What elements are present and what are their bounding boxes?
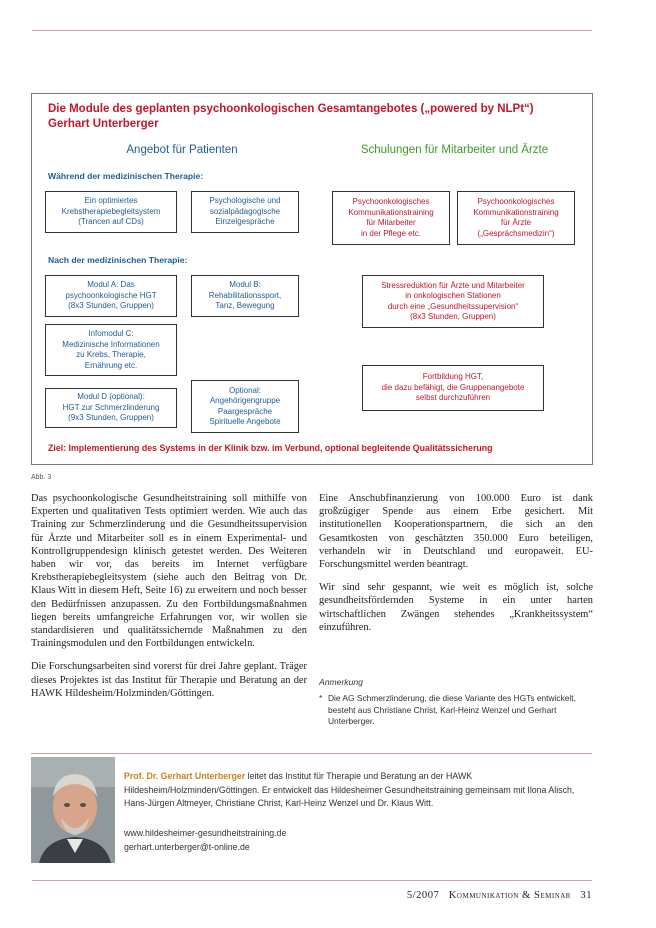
footnote-marker: * (319, 693, 323, 703)
module-box-optimized-system: Ein optimiertes Krebstherapiebegleitsystem (Trancen auf CDs) (45, 191, 177, 233)
footnote-text: Die AG Schmerzlinderung, die diese Variante des HGTs entwickelt, besteht aus Christiane Christ, Karl-Heinz Wenzel und Gerhart Unterberger. (328, 693, 576, 727)
website-link[interactable]: www.hildesheimer-gesundheitstraining.de (124, 828, 287, 838)
email-link[interactable]: gerhart.unterberger@t-online.de (124, 841, 250, 852)
author-contact (124, 827, 592, 854)
paragraph: Wir sind sehr gespannt, wie weit es möglich ist, solche gesundheitsfördernden Systeme in ein unter harten wirtschaftlichen Zwängen stehendes „Krankheitssystem“ einzuführen. (319, 582, 593, 633)
training-box-supervision: Stressreduktion für Ärzte und Mitarbeiter in onkologischen Stationen durch eine „Gesundheitssupervision“ (8x3 Stunden, Gruppen) (362, 275, 544, 328)
diagram-title-line1: Die Module des geplanten psychoonkologischen Gesamtangebotes („powered by NLPt“) (48, 103, 534, 115)
paragraph: Das psychoonkologische Gesundheitstraining soll mithilfe von Experten und qualitativen Tests optimiert werden. Wie auch das Training zur Schmerzlinderung und die Gesundheitssupervision für Ärzte und Mitarbeiter soll es in einem Experimental- und Kontrollgruppendesign klinisch getestet werden. Des Weiteren haben wir vor, das bereits im Internet verfügbare Krebstherapiebegleitsystem (siehe auch den Beitrag von Dr. Klaus Witt in diesem Heft, Seite 16) zu erweitern und noch besser den Bedürfnissen anzupassen. Zu den Fortbildungsmaßnahmen liegen bereits umfangreiche Erfahrungen vor, wir wollen sie standardisieren und qualitätssichernde Maßnahmen zu den Trainingsmodulen und den Fortbildungen entwickeln. (31, 493, 307, 650)
module-box-d: Modul D (optional): HGT zur Schmerzlinderung (9x3 Stunden, Gruppen) (45, 388, 177, 428)
author-bio-text: leitet das Institut für Therapie und Beratung an der HAWK Hildesheim/Holzminden/Göttingen. Er entwickelt das Hildesheimer Gesundheitstraining gemeinsam mit Ilona Alisch, Hans-Jürgen Altmeyer, Christiane Christ, Karl-Heinz Wenzel und Dr. Klaus Witt. (124, 771, 575, 809)
module-diagram (31, 93, 593, 465)
journal-name: Kommunikation & Seminar (448, 890, 571, 901)
page-number: 31 (580, 890, 592, 901)
body-column-right (319, 492, 593, 644)
during-therapy-label: Während der medizinischen Therapie: (48, 171, 204, 181)
figure-caption: Abb. 3 (31, 474, 52, 481)
diagram-title-line2: Gerhart Unterberger (48, 118, 159, 130)
training-box-nursing: Psychoonkologisches Kommunikationstraining für Mitarbeiter in der Pflege etc. (332, 191, 450, 245)
module-box-optional: Optional: Angehörigengruppe Paargespräche Spirituelle Angebote (191, 380, 299, 433)
module-box-c: Infomodul C: Medizinische Informationen zu Krebs, Therapie, Ernährung etc. (45, 324, 177, 376)
diagram-goal: Ziel: Implementierung des Systems in der Klinik bzw. im Verbund, optional begleitende Qualitätssicherung (48, 443, 493, 453)
training-box-doctors: Psychoonkologisches Kommunikationstraining für Ärzte („Gesprächsmedizin“) (457, 191, 575, 245)
author-bio (124, 770, 592, 811)
staff-training-heading: Schulungen für Mitarbeiter und Ärzte (360, 144, 549, 156)
bottom-rule (32, 880, 592, 881)
after-therapy-label: Nach der medizinischen Therapie: (48, 255, 188, 265)
footnote (319, 693, 593, 728)
issue-number: 5/2007 (406, 890, 440, 901)
training-box-hgt-education: Fortbildung HGT, die dazu befähigt, die Gruppenangebote selbst durchzuführen (362, 365, 544, 411)
author-name: Prof. Dr. Gerhart Unterberger (124, 771, 246, 781)
module-box-individual-talks: Psychologische und sozialpädagogische Einzelgespräche (191, 191, 299, 233)
module-box-b: Modul B: Rehabilitationssport, Tanz, Bewegung (191, 275, 299, 317)
module-box-a: Modul A: Das psychoonkologische HGT (8x3 Stunden, Gruppen) (45, 275, 177, 317)
page-footer (330, 890, 592, 901)
paragraph: Eine Anschubfinanzierung von 100.000 Euro ist dank großzügiger Spende aus einem Erbe gesichert. Mit institutionellen Kooperationspartnern, die sich an den Gesamtkosten von geschätzten 350.000 Euro beteiligen, verhandeln wir in Deutschland und europaweit. EU-Forschungsmittel werden beantragt. (319, 493, 593, 571)
patients-heading: Angebot für Patienten (126, 144, 238, 156)
paragraph: Die Forschungsarbeiten sind vorerst für drei Jahre geplant. Träger dieses Projektes ist das Institut für Therapie und Beratung an der HAWK Hildesheim/Holzminden/Göttingen. (31, 661, 307, 699)
footnote-heading: Anmerkung (319, 677, 363, 687)
bio-rule (31, 753, 592, 754)
body-column-left (31, 492, 307, 710)
author-photo (31, 757, 115, 863)
top-rule (32, 30, 592, 31)
diagram-title (48, 102, 578, 132)
